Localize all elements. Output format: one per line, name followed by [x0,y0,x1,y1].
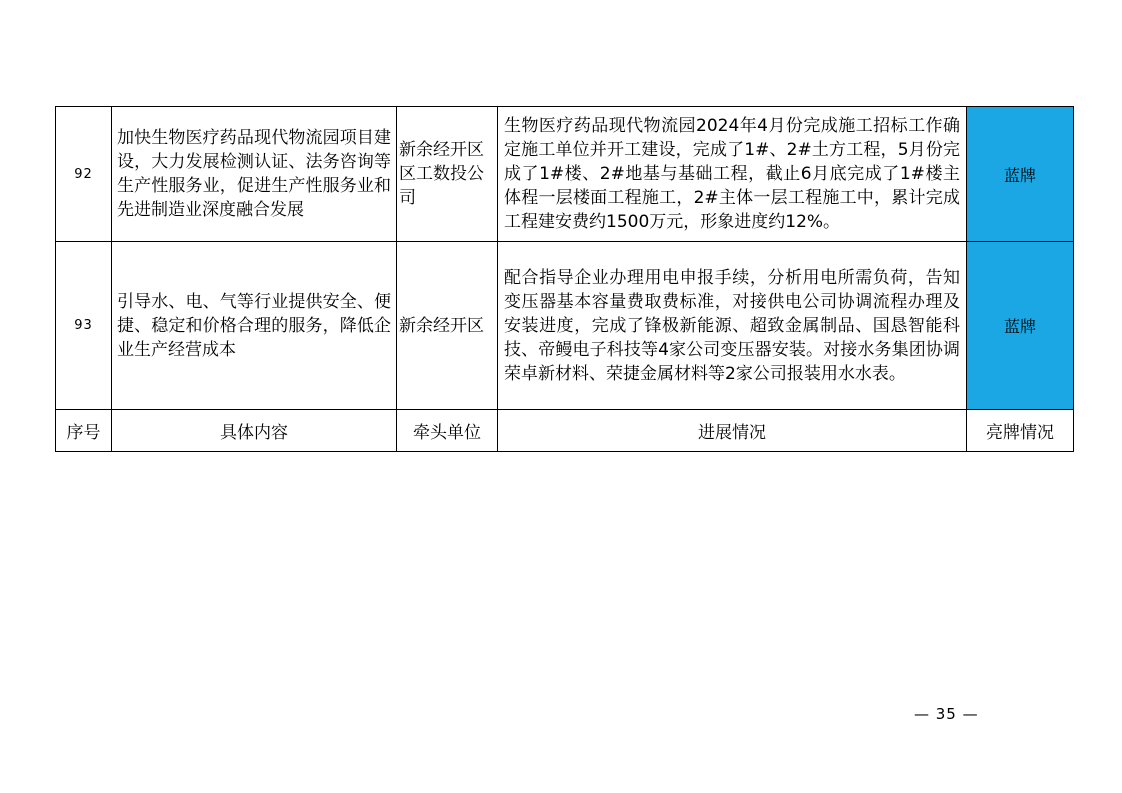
header-status: 亮牌情况 [967,410,1074,452]
page-number: — 35 — [914,705,979,723]
row-number: 93 [56,242,112,410]
header-lead-unit: 牵头单位 [397,410,498,452]
row-progress: 配合指导企业办理用电申报手续，分析用电所需负荷，告知变压器基本容量费取费标准，对接供电公司协调流程办理及安装进度，完成了锋极新能源、超致金属制品、国恳智能科技、帝鳗电子科技等4家公司变压器安装。对接水务集团协调荣卓新材料、荣捷金属材料等2家公司报装用水水表。 [498,242,967,410]
header-content: 具体内容 [112,410,397,452]
row-content: 引导水、电、气等行业提供安全、便捷、稳定和价格合理的服务，降低企业生产经营成本 [112,242,397,410]
row-content: 加快生物医疗药品现代物流园项目建设，大力发展检测认证、法务咨询等生产性服务业，促进生产性服务业和先进制造业深度融合发展 [112,107,397,242]
row-lead-unit: 新余经开区 [397,242,498,410]
header-progress: 进展情况 [498,410,967,452]
row-lead-unit: 新余经开区区工数投公司 [397,107,498,242]
header-number: 序号 [56,410,112,452]
table-row [56,242,1074,410]
row-number: 92 [56,107,112,242]
table-header-row [56,410,1074,452]
table-row [56,107,1074,242]
row-status-badge: 蓝牌 [967,242,1074,410]
progress-table [55,106,1074,452]
row-progress: 生物医疗药品现代物流园2024年4月份完成施工招标工作确定施工单位并开工建设，完成了1#、2#土方工程，5月份完成了1#楼、2#地基与基础工程，截止6月底完成了1#楼主体程一层楼面工程施工，2#主体一层工程施工中，累计完成工程建安费约1500万元，形象进度约12%。 [498,107,967,242]
row-status-badge: 蓝牌 [967,107,1074,242]
